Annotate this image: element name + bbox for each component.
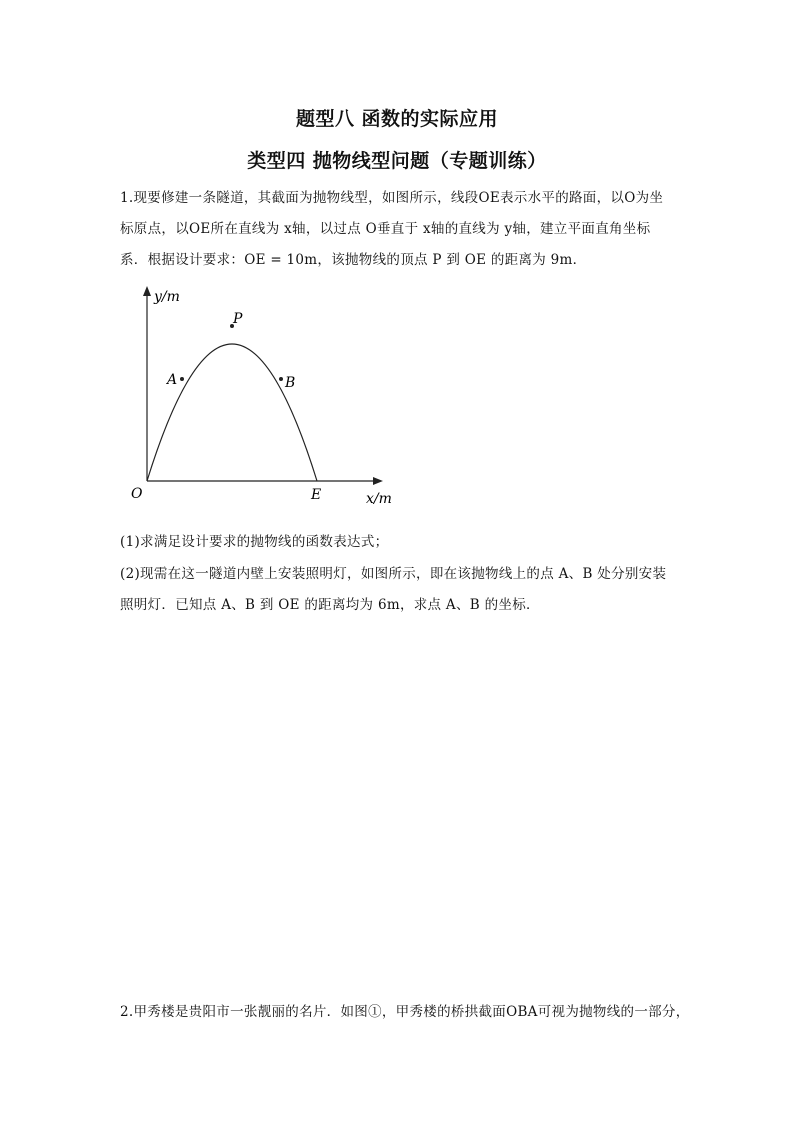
y-axis-label: y/m [154, 289, 180, 305]
x-axis-label: x/m [366, 491, 392, 507]
parabola-figure [120, 280, 410, 515]
question-1-part-2-line-1: (2)现需在这一隧道内壁上安装照明灯，如图所示，即在该抛物线上的点 A、B 处分别安装 [120, 566, 667, 582]
subsection-title: 类型四 抛物线型问题（专题训练） [247, 150, 547, 172]
parabola-curve [147, 344, 317, 481]
question-1-part-1: (1)求满足设计要求的抛物线的函数表达式； [120, 534, 389, 550]
point-b-label: B [285, 375, 296, 391]
question-1-line-3: 系．根据设计要求：OE = 10m，该抛物线的顶点 P 到 OE 的距离为 9m． [120, 252, 587, 268]
point-a-label: A [167, 372, 178, 388]
question-1-line-1: 1.现要修建一条隧道，其截面为抛物线型，如图所示，线段OE表示水平的路面，以O为坐 [120, 190, 664, 206]
question-2-line-1: 2.甲秀楼是贵阳市一张靓丽的名片．如图①，甲秀楼的桥拱截面OBA可视为抛物线的一部分， [120, 1004, 690, 1020]
point-e-label: E [311, 487, 322, 503]
section-title: 题型八 函数的实际应用 [295, 108, 499, 130]
x-axis-arrow [373, 477, 383, 485]
point-a-dot [180, 377, 184, 381]
question-1-part-2-line-2: 照明灯．已知点 A、B 到 OE 的距离均为 6m，求点 A、B 的坐标． [120, 597, 540, 613]
y-axis-arrow [143, 286, 151, 296]
origin-label: O [131, 486, 143, 502]
point-p-label: P [233, 311, 243, 327]
question-1-line-2: 标原点，以OE所在直线为 x轴，以过点 O垂直于 x轴的直线为 y轴，建立平面直角坐标 [120, 221, 651, 237]
point-b-dot [279, 377, 283, 381]
